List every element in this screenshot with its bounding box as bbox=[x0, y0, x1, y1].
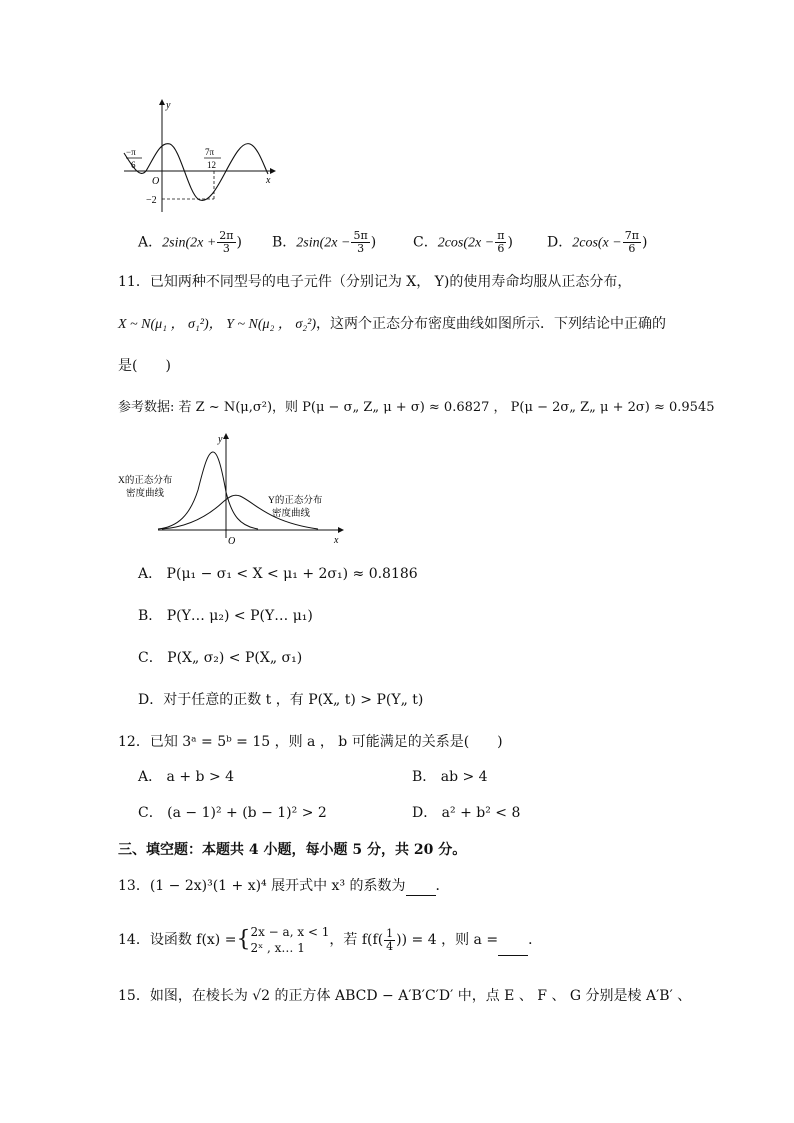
q13: 13．(1 − 2x)³(1 + x)⁴ 展开式中 x³ 的系数为 ． bbox=[118, 878, 450, 894]
q13-answer-blank[interactable] bbox=[406, 881, 436, 896]
piecewise-brace: { bbox=[236, 927, 251, 952]
q11-option-b[interactable]: B． P(Y… μ₂) < P(Y… μ₁) bbox=[138, 608, 313, 624]
q12-option-c[interactable]: C． (a − 1)² + (b − 1)² > 2 bbox=[138, 805, 327, 821]
q11-stem-line3: 是( ) bbox=[118, 358, 171, 374]
q12-stem: 12．已知 3ᵃ = 5ᵇ = 15 ，则 a ， b 可能满足的关系是( ) bbox=[118, 734, 503, 750]
q11-stem-line2: X ~ N(μ₁ ， σ₁²)， Y ~ N(μ₂ ， σ₂²)，这两个正态分布密度曲线如图所示．下列结论中正确的 bbox=[118, 316, 667, 332]
fig1-x-label: x bbox=[266, 175, 271, 186]
q12-option-a[interactable]: A． a + b > 4 bbox=[138, 769, 235, 785]
q12-option-d[interactable]: D． a² + b² < 8 bbox=[412, 805, 521, 821]
sinusoid-figure bbox=[118, 96, 278, 218]
seven-pi-num: 7π bbox=[205, 147, 215, 157]
fig1-y-label: y bbox=[166, 100, 171, 111]
seven-pi-den: 12 bbox=[207, 160, 216, 170]
q14-answer-blank[interactable] bbox=[498, 941, 528, 956]
q11-reference-data: 参考数据: 若 Z ~ N(μ,σ²)，则 P(μ − σ„ Z„ μ + σ) ≈ 0.6827 ， P(μ − 2σ„ Z„ μ + 2σ) ≈ 0.9545 bbox=[118, 400, 715, 415]
q11-option-c[interactable]: C． P(X„ σ₂) < P(X„ σ₁) bbox=[138, 650, 303, 666]
fig2-origin: O bbox=[228, 536, 236, 547]
min-label: −2 bbox=[146, 195, 157, 206]
q10-option-b[interactable]: B．2sin(2x − $\frac{5\pi}{3}$ ) bbox=[272, 229, 377, 255]
q11-stem-line1: 11．已知两种不同型号的电子元件（分别记为 X， Y)的使用寿命均服从正态分布， bbox=[118, 274, 632, 290]
y-curve-label-1: Y的正态分布 bbox=[268, 496, 323, 506]
q15: 15．如图，在棱长为 √2 的正方体 ABCD − A′B′C′D′ 中，点 E 、 F 、 G 分别是棱 A′B′ 、 bbox=[118, 988, 692, 1004]
y-axis-arrow bbox=[223, 433, 229, 439]
q10-option-a[interactable]: A．2sin(2x + $\frac{2\pi}{3}$ ) bbox=[138, 229, 242, 255]
q11-option-a[interactable]: A． P(μ₁ − σ₁ < X < μ₁ + 2σ₁) ≈ 0.8186 bbox=[138, 566, 418, 582]
y-curve-label-2: 密度曲线 bbox=[272, 509, 311, 519]
neg-pi-num: −π bbox=[126, 147, 136, 157]
x-density-curve bbox=[158, 452, 258, 529]
q10-option-d[interactable]: D．2cos(x − $\frac{7\pi}{6}$ ) bbox=[547, 229, 648, 255]
fig2-x-label: x bbox=[334, 535, 339, 546]
x-curve-label-1: X的正态分布 bbox=[118, 476, 173, 486]
sine-curve bbox=[124, 144, 268, 201]
y-axis-arrow bbox=[159, 99, 165, 105]
x-axis-arrow bbox=[338, 527, 344, 533]
x-curve-label-2: 密度曲线 bbox=[126, 489, 165, 499]
normal-curves-figure bbox=[118, 430, 346, 548]
x-axis-arrow bbox=[270, 168, 276, 174]
fig1-origin: O bbox=[152, 176, 160, 187]
neg-pi-den: 6 bbox=[131, 160, 136, 170]
q10-option-c[interactable]: C．2cos(2x − $\frac{\pi}{6}$ ) bbox=[413, 229, 513, 255]
piecewise-cases: 2x − a, x < 1 2ˣ , x… 1 bbox=[250, 925, 330, 955]
section-3-heading: 三、填空题：本题共 4 小题，每小题 5 分，共 20 分。 bbox=[118, 842, 467, 858]
fig2-y-label: y bbox=[218, 434, 223, 445]
q14: 14．设函数 f(x) ={ 2x − a, x < 1 2ˣ , x… 1 ，若 f(f( $\frac{1}{4}$ )) = 4 ，则 a = ． bbox=[118, 925, 543, 955]
q11-option-d[interactable]: D．对于任意的正数 t ，有 P(X„ t) > P(Y„ t) bbox=[138, 692, 424, 708]
q12-option-b[interactable]: B． ab > 4 bbox=[412, 769, 488, 785]
